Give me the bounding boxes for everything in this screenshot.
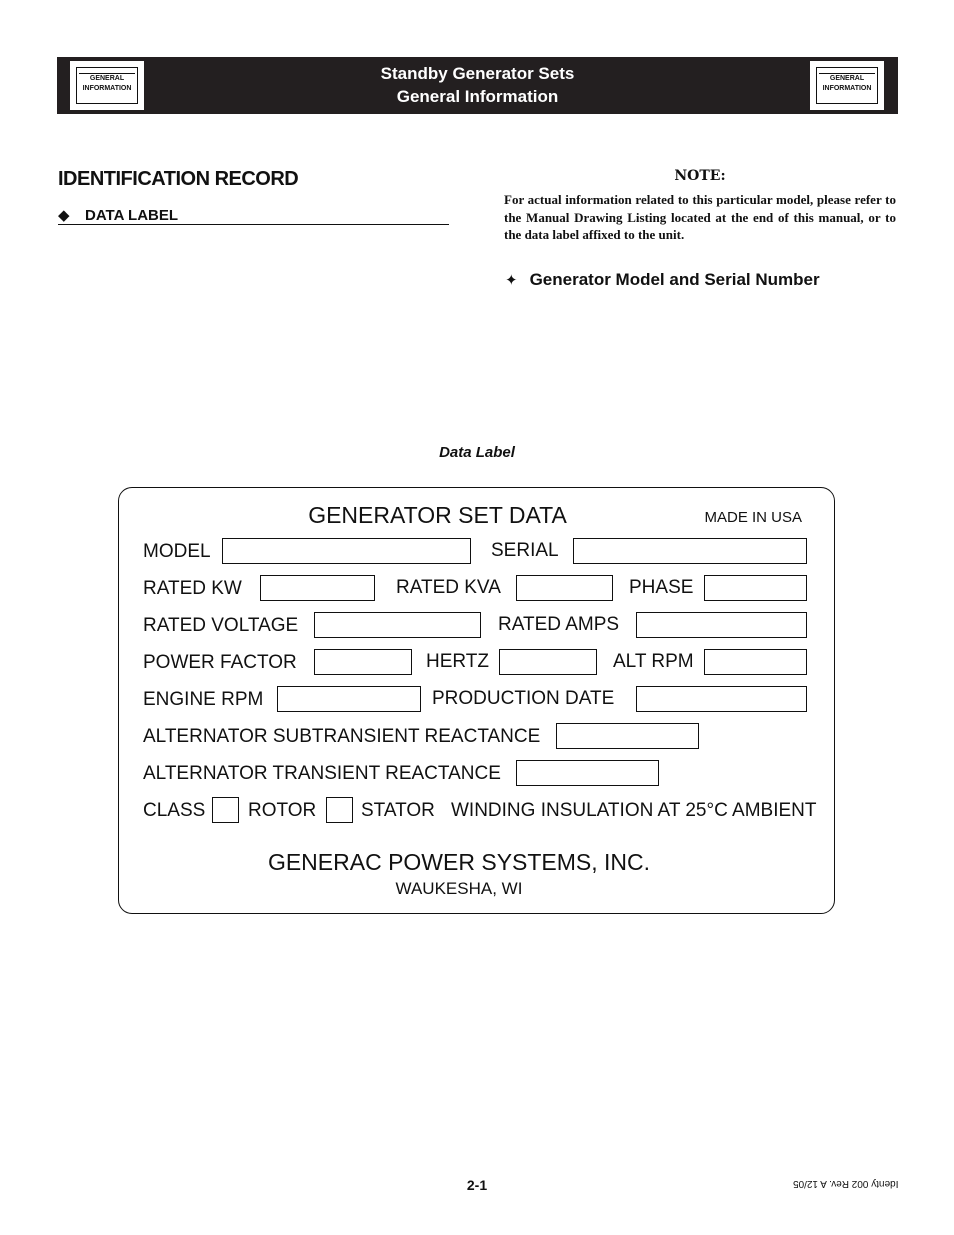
power-factor-label: POWER FACTOR <box>143 652 297 673</box>
generator-model-bullet <box>505 270 820 290</box>
rated-kva-field-box <box>516 575 613 601</box>
hertz-field-box <box>499 649 597 675</box>
document-id: Identy 002 Rev. A 12/05 <box>793 1178 899 1189</box>
general-information-icon <box>810 61 884 110</box>
subsection-heading <box>58 206 449 225</box>
subtransient-reactance-label: ALTERNATOR SUBTRANSIENT REACTANCE <box>143 726 541 747</box>
stator-label: STATOR <box>361 800 435 821</box>
rated-kw-label: RATED KW <box>143 578 242 599</box>
header-title-line2: General Information <box>396 87 559 106</box>
rated-kva-label: RATED KVA <box>396 577 501 598</box>
stator-class-box <box>326 797 353 823</box>
phase-label: PHASE <box>629 577 694 598</box>
model-label: MODEL <box>143 541 211 562</box>
page-number: 2-1 <box>466 1177 488 1193</box>
class-label: CLASS <box>143 800 206 821</box>
phase-field-box <box>704 575 807 601</box>
engine-rpm-field-box <box>277 686 421 712</box>
header-title-line1: Standby Generator Sets <box>380 64 575 83</box>
serial-field-box <box>573 538 807 564</box>
rotor-class-box <box>212 797 239 823</box>
rated-amps-field-box <box>636 612 807 638</box>
star-bullet-icon: ✦ <box>505 271 518 289</box>
section-title: IDENTIFICATION RECORD <box>58 168 299 190</box>
diamond-bullet-icon: ◆ <box>58 206 70 224</box>
data-label-card <box>118 487 835 914</box>
transient-reactance-label: ALTERNATOR TRANSIENT REACTANCE <box>143 763 501 784</box>
header-title <box>57 62 898 108</box>
hertz-label: HERTZ <box>426 651 489 672</box>
alt-rpm-label: ALT RPM <box>613 651 694 672</box>
alt-rpm-field-box <box>704 649 807 675</box>
rated-voltage-field-box <box>314 612 481 638</box>
rated-voltage-label: RATED VOLTAGE <box>143 615 299 636</box>
subtransient-reactance-field-box <box>556 723 699 749</box>
icon-label: GENERAL INFORMATION <box>822 75 872 92</box>
page-header <box>57 57 898 114</box>
transient-reactance-field-box <box>516 760 659 786</box>
data-label-title: GENERATOR SET DATA <box>308 502 567 528</box>
note-body: For actual information related to this particular model, please refer to the Manual Drawing Listing located at the end of this manual, or to the data label affixed to the unit. <box>504 192 896 242</box>
rated-amps-label: RATED AMPS <box>498 614 620 635</box>
rated-kw-field-box <box>260 575 375 601</box>
made-in-label: MADE IN USA <box>704 509 802 526</box>
bullet-text: Generator Model and Serial Number <box>529 270 820 289</box>
production-date-label: PRODUCTION DATE <box>432 688 615 709</box>
company-name: GENERAC POWER SYSTEMS, INC. <box>267 849 651 875</box>
serial-label: SERIAL <box>491 540 559 561</box>
rotor-label: ROTOR <box>248 800 317 821</box>
figure-caption: Data Label <box>439 444 515 461</box>
subsection-title: DATA LABEL <box>85 207 179 224</box>
company-location: WAUKESHA, WI <box>395 879 523 898</box>
engine-rpm-label: ENGINE RPM <box>143 689 264 710</box>
winding-insulation-label: WINDING INSULATION AT 25°C AMBIENT <box>451 800 817 821</box>
note-heading: NOTE: <box>674 168 726 184</box>
model-field-box <box>222 538 471 564</box>
production-date-field-box <box>636 686 807 712</box>
icon-label: GENERAL INFORMATION <box>82 75 132 92</box>
power-factor-field-box <box>314 649 412 675</box>
